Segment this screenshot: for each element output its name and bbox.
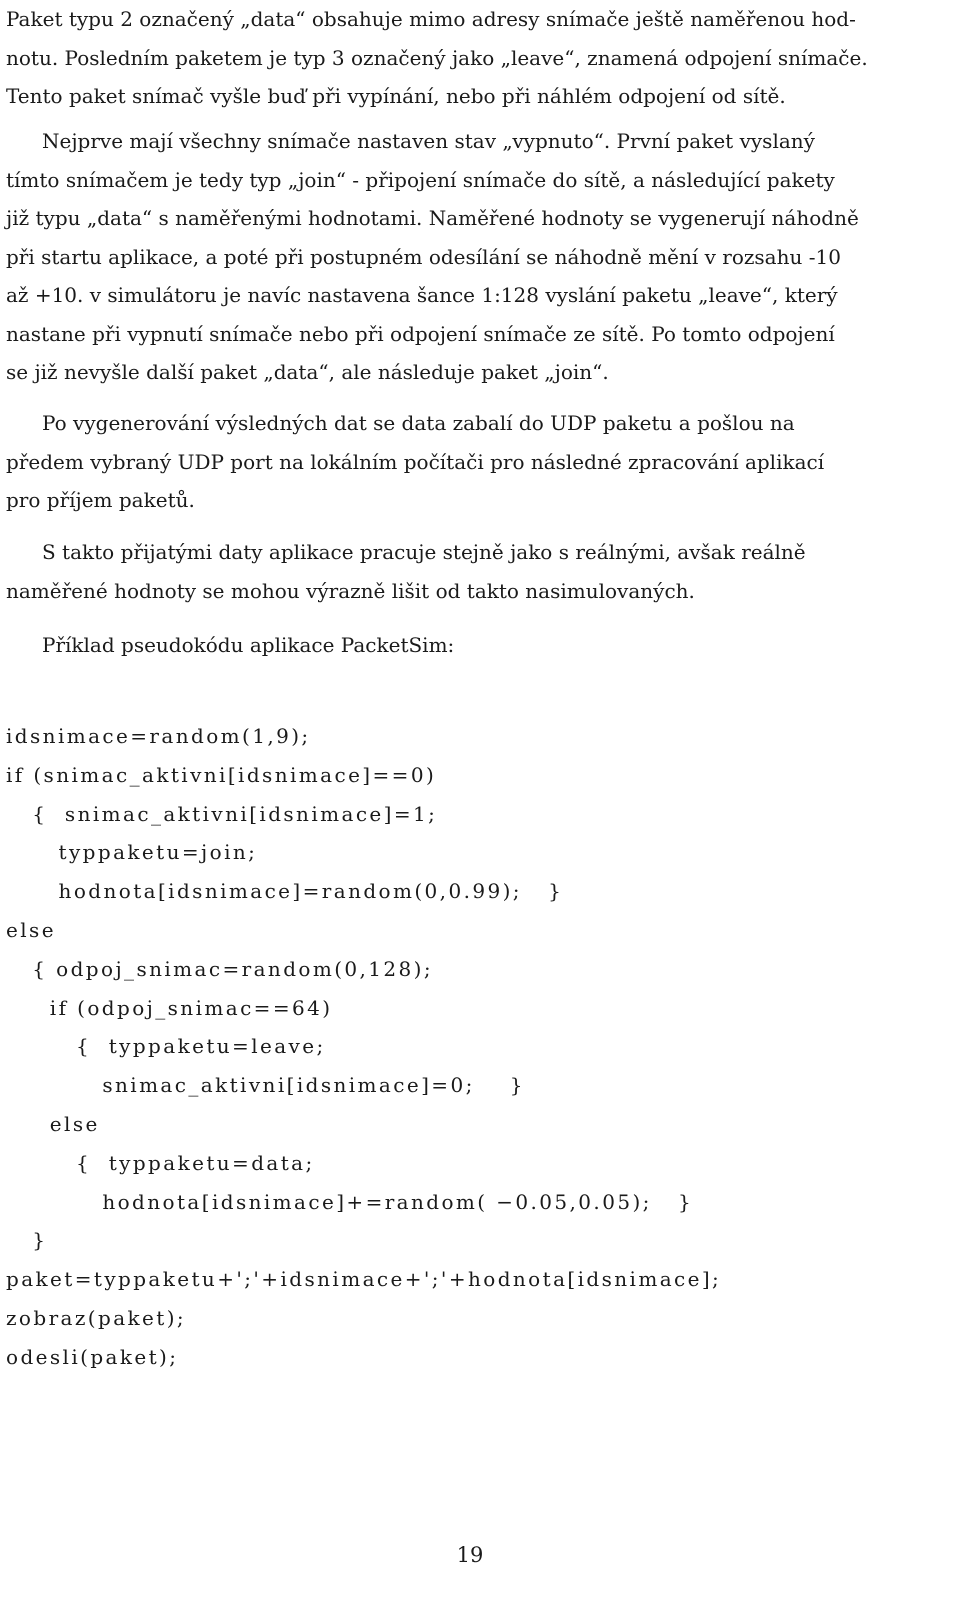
paragraph-packet-types: [6, 0, 936, 116]
text-line: nastane při vypnutí snímače nebo při odpojení snímače ze sítě. Po tomto odpojení: [6, 321, 835, 346]
text-line: notu. Posledním paketem je typ 3 označený jako „leave“, znamená odpojení snímače.: [6, 45, 868, 70]
text-line: Příklad pseudokódu aplikace PacketSim:: [42, 633, 455, 657]
text-line: Po vygenerování výsledných dat se data zabalí do UDP paketu a pošlou na: [42, 411, 795, 435]
page-number: 19: [456, 1543, 484, 1567]
text-line: pro příjem paketů.: [6, 488, 195, 512]
code-line: paket=typpaketu+';'+idsnimace+';'+hodnota[idsnimace];: [6, 1267, 722, 1292]
text-line: tímto snímačem je tedy typ „join“ - připojení snímače do sítě, a následující pakety: [6, 167, 835, 192]
code-line: hodnota[idsnimace]+=random( −0.05,0.05); }: [6, 1189, 694, 1214]
text-line: již typu „data“ s naměřenými hodnotami. Naměřené hodnoty se vygenerují náhodně: [6, 206, 859, 230]
paragraph-real-data: [6, 533, 936, 610]
code-line: { snimac_aktivni[idsnimace]=1;: [6, 801, 438, 826]
paragraph-sensor-states: [6, 122, 936, 392]
code-line: snimac_aktivni[idsnimace]=0; }: [6, 1073, 525, 1098]
code-line: typpaketu=join;: [6, 840, 258, 865]
paragraph-pseudocode-intro: [6, 626, 936, 665]
code-line: idsnimace=random(1,9);: [6, 724, 311, 748]
code-line: else: [6, 1111, 100, 1136]
code-line: if (odpoj_snimac==64): [6, 995, 333, 1020]
code-line: else: [6, 917, 56, 942]
code-line: { typpaketu=data;: [6, 1150, 315, 1175]
text-line: předem vybraný UDP port na lokálním počítači pro následné zpracování aplikací: [6, 449, 825, 474]
text-line: naměřené hodnoty se mohou výrazně lišit od takto nasimulovaných.: [6, 578, 695, 603]
text-line: se již nevyšle další paket „data“, ale následuje paket „join“.: [6, 360, 609, 384]
code-line: zobraz(paket);: [6, 1305, 187, 1330]
text-line: Tento paket snímač vyšle buď při vypínání, nebo při náhlém odpojení od sítě.: [6, 84, 786, 108]
code-line: }: [6, 1228, 48, 1253]
paragraph-udp: [6, 404, 936, 520]
text-line: S takto přijatými daty aplikace pracuje stejně jako s reálnými, avšak reálně: [42, 540, 806, 564]
code-line: { odpoj_snimac=random(0,128);: [6, 956, 434, 981]
text-line: až +10. v simulátoru je navíc nastavena šance 1:128 vyslání paketu „leave“, který: [6, 283, 838, 307]
text-line: při startu aplikace, a poté při postupném odesílání se náhodně mění v rozsahu -10: [6, 244, 841, 269]
code-line: odesli(paket);: [6, 1344, 179, 1369]
text-line: Nejprve mají všechny snímače nastaven stav „vypnuto“. První paket vyslaný: [42, 129, 815, 153]
code-line: { typpaketu=leave;: [6, 1034, 326, 1059]
code-line: if (snimac_aktivni[idsnimace]==0): [6, 762, 437, 787]
text-line: Paket typu 2 označený „data“ obsahuje mimo adresy snímače ještě naměřenou hod-: [6, 7, 856, 31]
pseudocode-listing: [6, 717, 936, 1377]
code-line: hodnota[idsnimace]=random(0,0.99); }: [6, 879, 564, 904]
